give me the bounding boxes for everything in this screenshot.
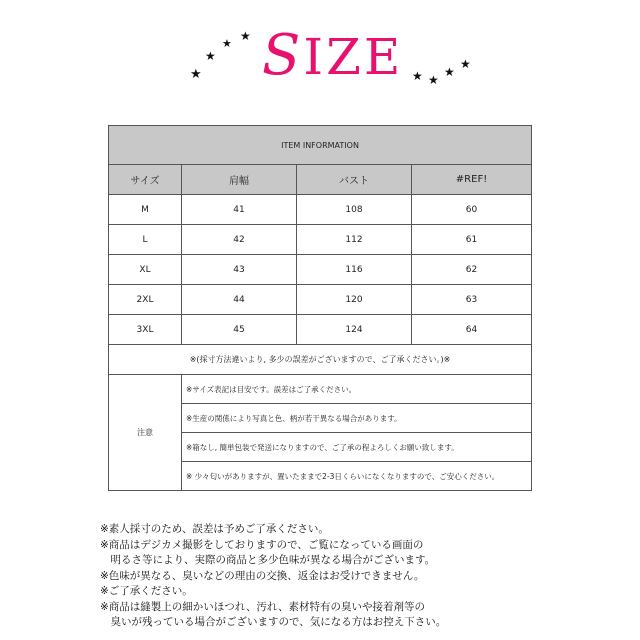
value-cell: 120	[297, 285, 412, 315]
size-table	[108, 125, 532, 491]
star-icon: ★	[222, 37, 232, 50]
header-cell: サイズ	[109, 165, 182, 195]
star-icon: ★	[190, 67, 202, 82]
star-icon: ★	[412, 69, 423, 83]
value-cell: 108	[297, 195, 412, 225]
value-cell: 41	[182, 195, 297, 225]
footnote-line: 明るさ等により、実際の商品と多少色味が異なる場合がございます。	[100, 554, 436, 566]
footnote-line: ※素人採寸のため、誤差は予めご了承ください。	[100, 523, 329, 535]
star-icon: ★	[428, 73, 439, 87]
value-cell: 44	[182, 285, 297, 315]
table-caption: ITEM INFORMATION	[109, 126, 532, 165]
footnote-line: ※色味が異なる、臭いなどの理由の交換、返金はお受けできません。	[100, 569, 425, 582]
measure-note: ※(採寸方法違いより, 多少の誤差がございますので、ご了承ください。)※	[109, 345, 532, 375]
footnote-line: ※商品はデジカメ撮影をしておりますので、ご覧になっている画面の	[100, 538, 424, 551]
header-cell: 肩幅	[182, 165, 297, 195]
footnotes	[100, 522, 540, 631]
caution-item: ※サイズ表記は目安です。誤差はご了承ください。	[182, 375, 532, 404]
star-icon: ★	[240, 29, 251, 43]
value-cell: 116	[297, 255, 412, 285]
footnote-line: ※ご了承ください。	[100, 585, 193, 597]
value-cell: 64	[412, 315, 532, 345]
value-cell: 43	[182, 255, 297, 285]
value-cell: 42	[182, 225, 297, 255]
size-cell: 3XL	[109, 315, 182, 345]
value-cell: 61	[412, 225, 532, 255]
header-cell: バスト	[297, 165, 412, 195]
header-cell: #REF!	[412, 165, 532, 195]
footnote-line: 臭いが残っている場合がございますので、気になる方はお控え下さい。	[100, 616, 447, 628]
size-cell: L	[109, 225, 182, 255]
page-title: SIZE	[262, 23, 404, 88]
caution-item: ※ 少々匂いがありますが、置いたままで2-3日くらいになくなりますので、ご安心ください。	[182, 462, 532, 491]
table-row	[109, 195, 532, 225]
size-cell: 2XL	[109, 285, 182, 315]
value-cell: 124	[297, 315, 412, 345]
value-cell: 62	[412, 255, 532, 285]
table-row	[109, 315, 532, 345]
footnote-line: ※商品は縫製上の細かいほつれ、汚れ、素材特有の臭いや接着剤等の	[100, 600, 426, 613]
table-row	[109, 225, 532, 255]
star-icon: ★	[444, 65, 455, 79]
value-cell: 45	[182, 315, 297, 345]
star-icon: ★	[205, 49, 216, 63]
caution-item: ※箱なし, 簡単包装で発送になりますので、ご了承の程よろしくお願い致します。	[182, 433, 532, 462]
size-cell: XL	[109, 255, 182, 285]
table-row	[109, 285, 532, 315]
value-cell: 112	[297, 225, 412, 255]
value-cell: 63	[412, 285, 532, 315]
table-row	[109, 255, 532, 285]
caution-label: 注意	[109, 375, 182, 491]
size-header	[0, 20, 640, 100]
caution-item: ※生産の関係により写真と色、柄が若干異なる場合があります。	[182, 404, 532, 433]
value-cell: 60	[412, 195, 532, 225]
size-cell: M	[109, 195, 182, 225]
star-icon: ★	[460, 57, 471, 71]
